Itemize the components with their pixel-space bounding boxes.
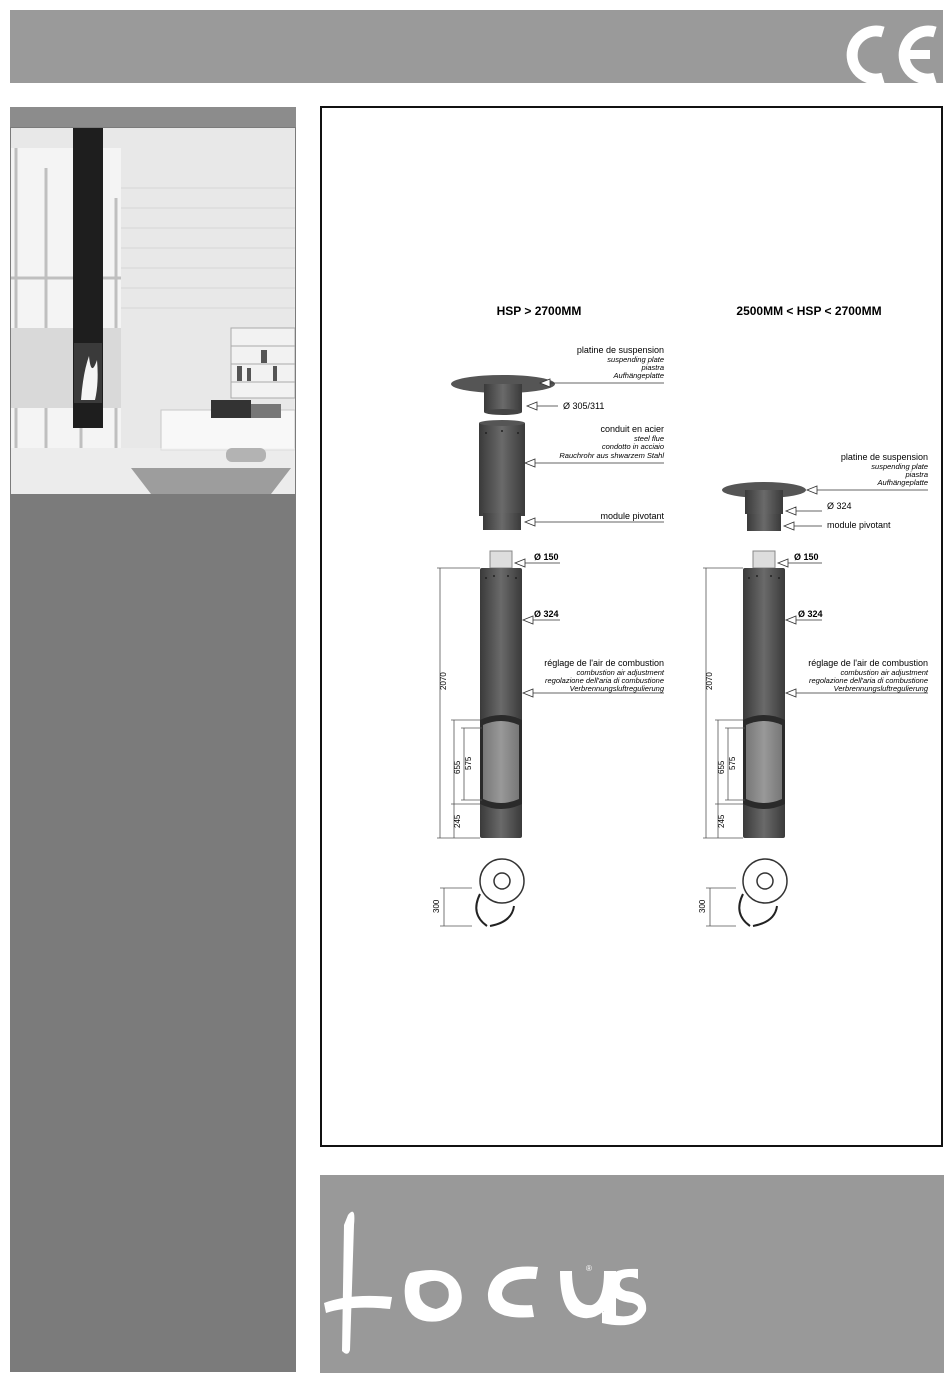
svg-text:suspending plate: suspending plate <box>871 462 928 471</box>
right-dim-base: 245 <box>717 814 726 828</box>
svg-text:regolazione dell'aria di combu: regolazione dell'aria di combustione <box>808 676 928 685</box>
left-title: HSP > 2700MM <box>496 304 582 318</box>
svg-text:combustion air adjustment: combustion air adjustment <box>840 668 928 677</box>
svg-text:platine de suspension: platine de suspension <box>576 345 664 355</box>
ce-mark <box>10 10 943 83</box>
installation-diagram-frame <box>320 106 943 1147</box>
left-dim-glass: 575 <box>464 756 473 770</box>
left-plate-diameter: Ø 305/311 <box>563 401 605 411</box>
right-title: 2500MM < HSP < 2700MM <box>736 304 882 318</box>
svg-text:Aufhängeplatte: Aufhängeplatte <box>613 371 664 380</box>
svg-text:Aufhängeplatte: Aufhängeplatte <box>877 478 928 487</box>
svg-text:piastra: piastra <box>641 363 664 372</box>
header-bar <box>10 10 943 83</box>
right-pivot-module <box>747 514 781 531</box>
footer-bar <box>320 1175 944 1373</box>
right-plate-diameter: Ø 324 <box>827 501 852 511</box>
sidebar-strip <box>10 107 296 127</box>
left-pivot-module <box>483 513 521 530</box>
svg-text:Verbrennungsluftregulierung: Verbrennungsluftregulierung <box>569 684 664 693</box>
left-plate-collar <box>484 384 522 412</box>
left-pivot-label: module pivotant <box>600 511 664 521</box>
left-steel-flue <box>479 423 525 516</box>
svg-text:platine de suspension: platine de suspension <box>840 452 928 462</box>
svg-text:condotto in acciaio: condotto in acciaio <box>601 442 664 451</box>
left-flue-label <box>559 424 664 460</box>
svg-text:piastra: piastra <box>905 470 928 479</box>
left-dim-base: 245 <box>453 814 462 828</box>
left-dim-rotation: 300 <box>432 899 441 913</box>
left-outlet-diameter: Ø 150 <box>534 552 559 562</box>
svg-text:réglage de l'air de combustion: réglage de l'air de combustion <box>544 658 664 668</box>
right-outlet-diameter: Ø 150 <box>794 552 819 562</box>
svg-text:Verbrennungsluftregulierung: Verbrennungsluftregulierung <box>833 684 928 693</box>
svg-text:steel flue: steel flue <box>633 434 664 443</box>
registered-mark: ® <box>586 1264 592 1273</box>
suspended-fireplace-photo <box>11 128 295 494</box>
right-dim-glass: 575 <box>728 756 737 770</box>
right-outlet <box>753 551 775 568</box>
svg-text:conduit en acier: conduit en acier <box>600 424 664 434</box>
left-column <box>432 304 665 926</box>
right-dim-total: 2070 <box>705 672 714 690</box>
right-dim-opening: 655 <box>717 760 726 774</box>
svg-text:combustion air adjustment: combustion air adjustment <box>576 668 664 677</box>
left-plate-label <box>577 345 664 380</box>
left-outlet <box>490 551 512 568</box>
left-dim-total: 2070 <box>439 672 448 690</box>
right-column <box>698 304 929 926</box>
right-pivot-label: module pivotant <box>827 520 891 530</box>
right-air-label <box>808 658 929 693</box>
left-air-label <box>544 658 665 693</box>
left-glass-window <box>483 721 519 803</box>
svg-text:suspending plate: suspending plate <box>607 355 664 364</box>
right-plate-collar <box>745 490 783 514</box>
right-rotation-arrow <box>739 894 750 926</box>
left-dim-opening: 655 <box>453 760 462 774</box>
left-rotation-arrow <box>476 894 487 926</box>
svg-text:regolazione dell'aria di combu: regolazione dell'aria di combustione <box>544 676 664 685</box>
focus-logo <box>320 1175 944 1373</box>
installation-diagram <box>322 108 941 1145</box>
left-body-diameter: Ø 324 <box>534 609 559 619</box>
svg-text:Rauchrohr aus shwarzem Stahl: Rauchrohr aus shwarzem Stahl <box>559 451 664 460</box>
right-dim-rotation: 300 <box>698 899 707 913</box>
svg-text:réglage de l'air de combustion: réglage de l'air de combustion <box>808 658 928 668</box>
right-body-diameter: Ø 324 <box>798 609 823 619</box>
right-glass-window <box>746 721 782 803</box>
right-plate-label <box>841 452 928 487</box>
